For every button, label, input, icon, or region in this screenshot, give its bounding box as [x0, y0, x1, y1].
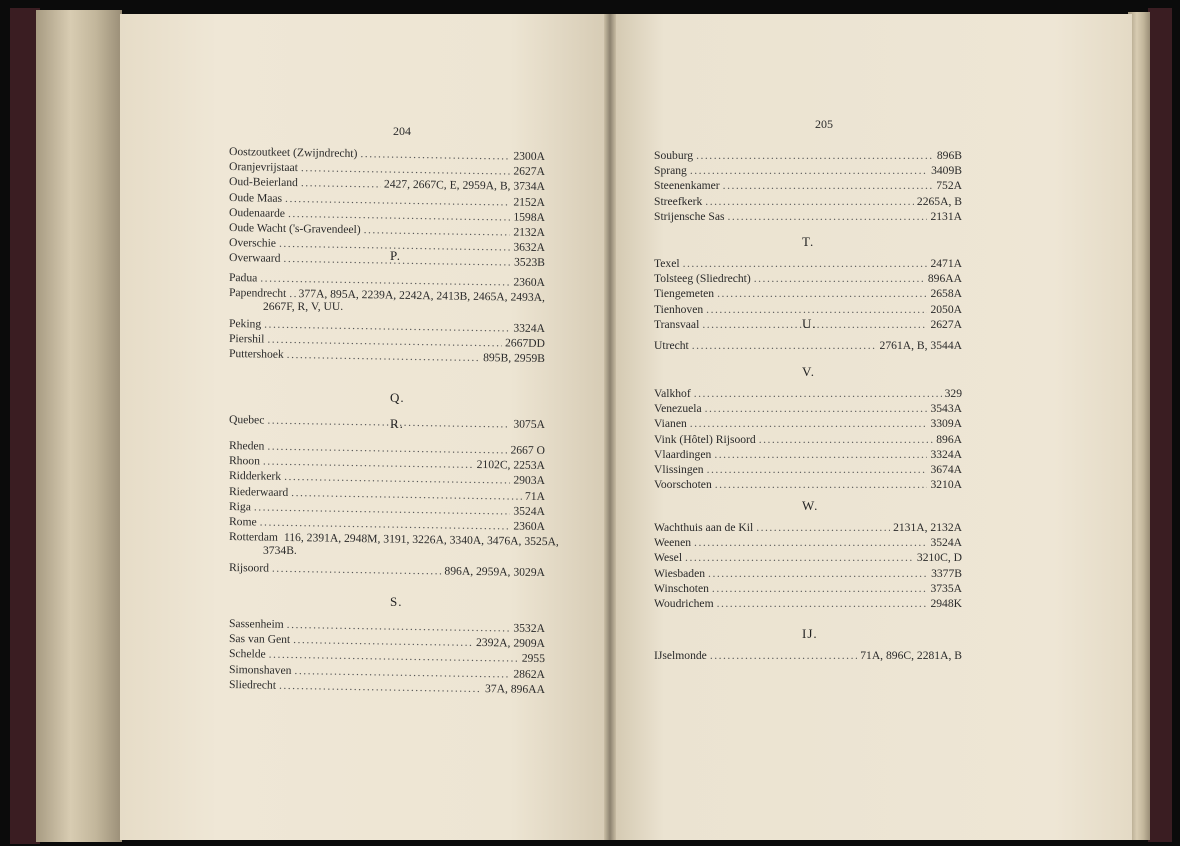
entry-name: Overschie	[228, 236, 277, 250]
leader-dots	[714, 447, 927, 462]
index-entry	[654, 648, 962, 663]
entry-name: Rhoon	[228, 454, 261, 468]
entry-name: Piershil	[228, 331, 265, 346]
entry-name: Texel	[654, 257, 680, 270]
entry-refs: 2360A	[513, 519, 546, 534]
index-entry	[654, 477, 962, 492]
entry-refs: 2131A	[930, 209, 962, 223]
entry-name: Sliedrecht	[228, 677, 277, 692]
entry-name: Rome	[228, 515, 257, 529]
entry-refs: 3674A	[930, 463, 962, 476]
entry-name: Vlissingen	[654, 463, 704, 476]
entry-name: Rotterdam	[228, 530, 279, 544]
leader-dots	[279, 678, 482, 696]
leader-dots	[301, 176, 381, 192]
entry-refs: 1598A	[513, 210, 546, 224]
index-entry	[654, 416, 962, 431]
leader-dots	[754, 271, 925, 286]
section-letter: T.	[802, 234, 815, 249]
entry-refs: 2050A	[930, 302, 962, 316]
entry-refs: 3210A	[930, 478, 962, 492]
entry-name: Simonshaven	[228, 662, 292, 677]
entry-refs-continued: 3734B.	[263, 544, 297, 558]
entry-refs: 3532A	[513, 621, 546, 636]
leader-dots	[272, 560, 442, 578]
entry-name: IJselmonde	[654, 649, 707, 662]
entry-refs: 2102C, 2253A	[476, 458, 546, 473]
index-entry	[654, 286, 962, 301]
left-page-number: 204	[393, 124, 411, 138]
entry-refs: 71A, 896C, 2281A, B	[860, 649, 962, 662]
entry-name: Riga	[228, 499, 252, 514]
entry-name: Overwaard	[228, 251, 281, 266]
entry-refs: 3523B	[513, 255, 546, 270]
entry-name: Valkhof	[654, 387, 691, 400]
entry-refs: 2152A	[513, 195, 546, 209]
index-entry	[654, 163, 962, 178]
section-letter: U.	[802, 316, 817, 331]
index-entry	[654, 447, 962, 462]
entry-name: Sas van Gent	[228, 632, 291, 647]
entry-refs: 3324A	[513, 321, 546, 335]
leader-dots	[287, 347, 481, 365]
entry-refs: 2132A	[513, 225, 546, 240]
leader-dots	[696, 148, 934, 163]
index-entry	[654, 550, 962, 565]
leader-dots	[289, 286, 296, 301]
entry-name: Steenenkamer	[654, 179, 720, 193]
right-page-number: 205	[815, 117, 833, 131]
entry-name: Padua	[228, 271, 258, 285]
entry-refs: 2667DD	[504, 336, 546, 350]
entry-refs: 2131A, 2132A	[893, 521, 962, 534]
entry-refs: 2360A	[513, 275, 546, 290]
entry-name: Quebec	[228, 413, 265, 427]
book-gutter	[604, 14, 616, 840]
entry-name: Oranjevrijstaat	[228, 160, 298, 175]
leader-dots	[717, 286, 927, 301]
leader-dots	[705, 194, 914, 209]
index-entry	[654, 338, 962, 353]
entry-refs-continued: 2667F, R, V, UU.	[263, 300, 344, 314]
entry-refs: 3543A	[930, 402, 962, 416]
index-entry	[654, 271, 962, 286]
index-entry	[654, 462, 962, 477]
entry-refs: 2862A	[513, 667, 546, 681]
entry-name: Tolsteeg (Sliedrecht)	[654, 272, 751, 286]
entry-refs: 896AA	[927, 272, 962, 286]
index-entry	[654, 535, 962, 550]
entry-name: Utrecht	[654, 339, 689, 352]
index-entry	[654, 520, 962, 535]
entry-refs: 3524A	[930, 536, 962, 550]
leader-dots	[685, 550, 914, 565]
entry-refs: 2658A	[930, 287, 962, 301]
section-letter: R.	[390, 416, 404, 431]
entry-name: Wiesbaden	[654, 566, 706, 580]
leader-dots	[712, 581, 928, 596]
entry-refs: 2392A, 2909A	[475, 636, 546, 651]
leader-dots	[690, 416, 928, 431]
entry-name: Rijsoord	[228, 560, 270, 575]
entry-name: Wesel	[654, 551, 683, 565]
entry-refs: 377A, 895A, 2239A, 2242A, 2413B, 2465A, 2493A,	[298, 287, 546, 305]
entry-name: Voorschoten	[654, 478, 712, 492]
entry-refs: 2955	[521, 652, 546, 666]
index-entry	[654, 148, 962, 163]
entry-refs: 71A	[524, 489, 546, 503]
entry-name: Puttershoek	[228, 347, 284, 361]
entry-name: Oostzoutkeet (Zwijndrecht)	[228, 145, 358, 161]
entry-refs: 2667 O	[510, 443, 546, 458]
entry-name: Riederwaard	[228, 484, 289, 499]
entry-refs: 2948K	[930, 597, 962, 610]
entry-name: Winschoten	[654, 581, 709, 595]
entry-refs: 895B, 2959B	[483, 351, 546, 366]
entry-refs: 2903A	[513, 473, 546, 488]
leader-dots	[707, 462, 928, 477]
section-letter: W.	[802, 498, 819, 513]
entry-name: Oudenaarde	[228, 205, 286, 220]
entry-name: Vink (Hôtel) Rijsoord	[654, 432, 756, 446]
entry-refs: 3075A	[513, 417, 546, 432]
entry-refs: 2300A	[513, 149, 546, 164]
entry-name: Streefkerk	[654, 194, 703, 208]
entry-name: Souburg	[654, 149, 694, 162]
index-entry	[654, 401, 962, 416]
entry-refs: 329	[944, 387, 962, 400]
leader-dots	[706, 302, 927, 317]
entry-refs: 2627A	[513, 164, 546, 179]
entry-refs: 3524A	[513, 504, 546, 518]
entry-refs: 3409B	[931, 164, 962, 178]
entry-refs: 2627A	[930, 317, 962, 331]
leader-dots	[715, 477, 928, 492]
leader-dots	[717, 596, 928, 611]
entry-name: Sprang	[654, 164, 687, 178]
leader-dots	[723, 178, 934, 193]
index-entry	[654, 432, 962, 447]
section-letter: V.	[802, 364, 815, 379]
entry-name: Weenen	[654, 536, 692, 550]
index-entry	[654, 256, 962, 271]
entry-refs: 896A	[936, 432, 962, 446]
entry-name: Venezuela	[654, 402, 702, 416]
entry-refs: 3377B	[931, 566, 962, 580]
section-letter: IJ.	[802, 626, 818, 641]
entry-name: Papendrecht	[228, 286, 287, 301]
entry-name: Woudrichem	[654, 597, 714, 610]
entry-name: Peking	[228, 316, 262, 331]
leader-dots	[692, 338, 877, 353]
entry-name: Schelde	[228, 647, 266, 661]
leader-dots	[708, 566, 928, 581]
entry-refs: 116, 2391A, 2948M, 3191, 3226A, 3340A, 3476A, 3525A,	[283, 531, 559, 549]
page-edges-left	[36, 10, 122, 842]
entry-refs: 752A	[936, 179, 962, 193]
entry-name: Tienhoven	[654, 302, 704, 316]
index-entry	[654, 566, 962, 581]
entry-name: Sassenheim	[228, 617, 284, 631]
index-entry	[654, 302, 962, 317]
entry-name: Ridderkerk	[228, 469, 282, 484]
entry-refs: 37A, 896AA	[484, 681, 546, 696]
entry-refs: 3632A	[513, 240, 546, 255]
entry-name: Rheden	[228, 439, 265, 453]
entry-refs: 3324A	[930, 447, 962, 461]
index-entry	[654, 194, 962, 209]
entry-name: Wachthuis aan de Kil	[654, 521, 754, 534]
entry-name: Oude Maas	[228, 190, 283, 205]
index-entry	[654, 209, 962, 224]
leader-dots	[683, 256, 928, 271]
entry-refs: 896B	[936, 149, 962, 162]
leader-dots	[705, 401, 928, 416]
leader-dots	[710, 648, 857, 663]
entry-name: Transvaal	[654, 317, 700, 331]
index-entry	[654, 386, 962, 401]
index-entry	[654, 581, 962, 596]
leader-dots	[694, 535, 927, 550]
section-letter: P.	[390, 248, 402, 263]
entry-refs: 3735A	[930, 581, 962, 595]
entry-refs: 896A, 2959A, 3029A	[444, 564, 546, 579]
leader-dots	[759, 432, 934, 447]
entry-name: Tiengemeten	[654, 287, 715, 301]
leader-dots	[756, 520, 890, 535]
index-entry	[654, 596, 962, 611]
index-entry	[654, 178, 962, 193]
section-letter: Q.	[390, 390, 405, 405]
entry-refs: 2761A, B, 3544A	[879, 339, 962, 352]
leader-dots	[728, 209, 928, 224]
entry-refs: 3210C, D	[916, 551, 962, 565]
entry-name: Vlaardingen	[654, 447, 712, 461]
book-cover-right	[1148, 8, 1172, 842]
leader-dots	[690, 163, 928, 178]
leader-dots	[694, 386, 942, 401]
entry-refs: 2471A	[930, 257, 962, 270]
entry-refs: 3309A	[930, 417, 962, 431]
entry-refs: 2265A, B	[916, 194, 962, 208]
entry-name: Oude Wacht ('s-Gravendeel)	[228, 221, 361, 237]
entry-name: Oud-Beierland	[228, 175, 299, 190]
entry-name: Strijensche Sas	[654, 209, 725, 223]
section-letter: S.	[390, 594, 403, 609]
entry-name: Vianen	[654, 417, 687, 431]
entry-refs: 2427, 2667C, E, 2959A, B, 3734A	[383, 177, 546, 194]
